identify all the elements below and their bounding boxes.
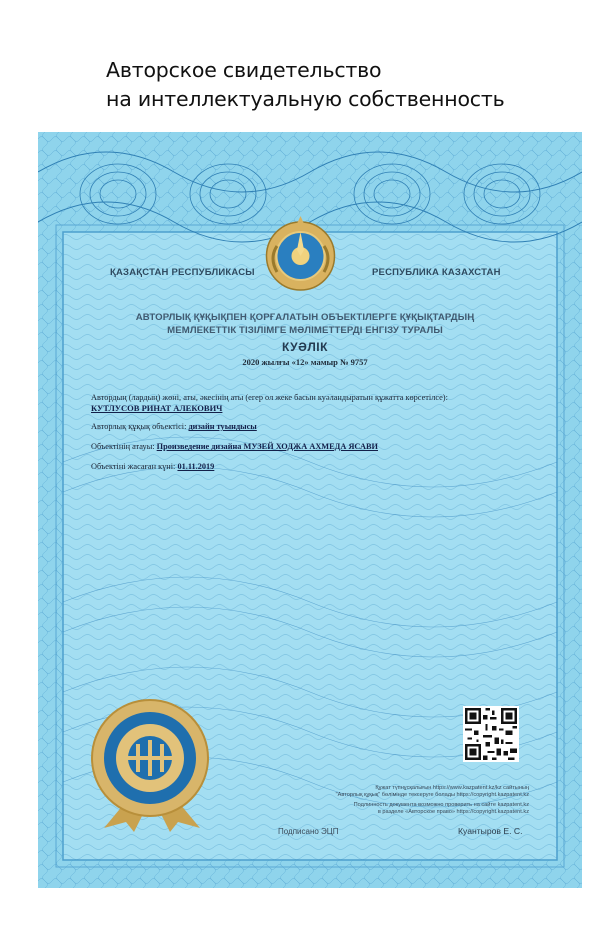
object-type-label: Авторлық құқық объектісі: xyxy=(91,422,187,431)
country-name-kazakh: ҚАЗАҚСТАН РЕСПУБЛИКАСЫ xyxy=(110,267,255,278)
author-value: КУТЛУСОВ РИНАТ АЛЕКОВИЧ xyxy=(91,403,223,413)
notice-kz-line-2: "Авторлық құқық" бөлімінде тексеруге болады https://copyright.kazpatent.kz xyxy=(335,792,529,798)
object-date-label: Объектіні жасаған күні: xyxy=(91,462,176,471)
country-name-russian: РЕСПУБЛИКА КАЗАХСТАН xyxy=(372,267,501,278)
object-type-row xyxy=(91,422,257,431)
page-heading-line-2: на интеллектуальную собственность xyxy=(106,87,505,111)
certificate-document-word: КУӘЛІК xyxy=(282,340,328,354)
object-name-value: Произведение дизайна МУЗЕЙ ХОДЖА АХМЕДА ЯСАВИ xyxy=(156,442,378,451)
notice-ru-line-2: в разделе «Авторское право» https://copyright.kazpatent.kz xyxy=(377,809,529,815)
institute-seal-icon xyxy=(84,696,220,832)
certificate-title-line-2: МЕМЛЕКЕТТІК ТІЗІЛІМГЕ МӘЛІМЕТТЕРДІ ЕНГІЗУ ТУРАЛЫ xyxy=(167,325,443,336)
object-type-value: дизайн туындысы xyxy=(188,422,257,431)
notice-ru-line-1: Подлинность документа возможно проверить на сайте kazpatent.kz xyxy=(353,802,529,808)
page-heading-line-1: Авторское свидетельство xyxy=(106,58,382,82)
certificate-title-line-1: АВТОРЛЫҚ ҚҰҚЫҚПЕН ҚОРҒАЛАТЫН ОБЪЕКТІЛЕРГЕ ҚҰҚЫҚТАРДЫҢ xyxy=(135,312,475,323)
author-label: Автордың (лардың) жөні, аты, әкесінің аты (егер ол жеке басын куәландыратын құжатта көрсетілсе): xyxy=(91,393,448,402)
digital-signature-label: Подписано ЭЦП xyxy=(278,827,339,836)
verification-notice-russian xyxy=(354,802,529,816)
object-name-row xyxy=(91,442,378,451)
object-date-row xyxy=(91,462,214,471)
certificate-document xyxy=(38,132,582,888)
notice-kz-line-1: Құжат түпнұсқалығын https://www.kazpatent.kz/kz сайтының xyxy=(375,785,529,791)
certificate-number: 2020 жылғы «12» мамыр № 9757 xyxy=(242,357,368,367)
object-date-value: 01.11.2019 xyxy=(177,462,215,471)
state-emblem-icon xyxy=(263,214,338,304)
verification-notice-kazakh xyxy=(336,785,529,799)
qr-code-icon xyxy=(463,706,519,762)
signatory-name: Куантыров Е. С. xyxy=(458,826,523,836)
page-heading xyxy=(106,56,586,114)
object-name-label: Объектінің атауы: xyxy=(91,442,155,451)
